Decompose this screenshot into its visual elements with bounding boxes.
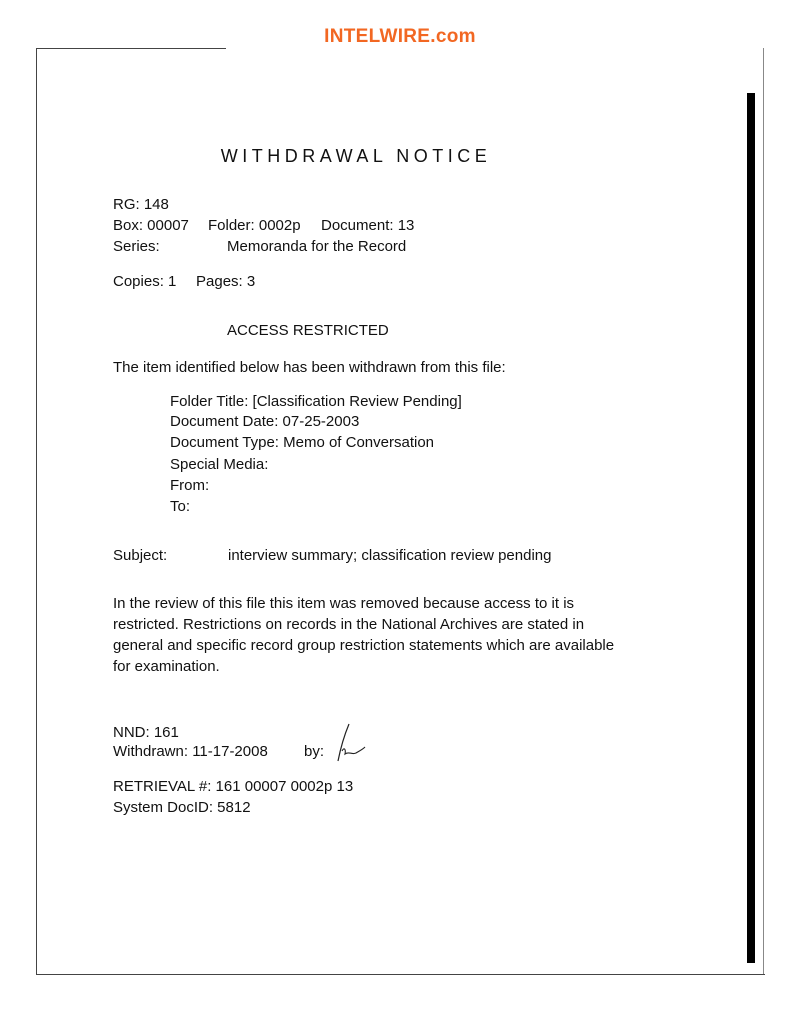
page-border-right	[763, 48, 764, 974]
document-field: Document: 13	[321, 217, 415, 234]
document-date: Document Date: 07-25-2003	[170, 413, 360, 430]
document-type: Document Type: Memo of Conversation	[170, 434, 435, 451]
series-label: Series:	[113, 238, 160, 255]
from-field: From:	[170, 477, 210, 494]
series-value: Memoranda for the Record	[227, 238, 407, 255]
page-border	[36, 48, 765, 975]
special-media: Special Media:	[170, 456, 269, 473]
withdrawn-field: Withdrawn: 11-17-2008	[113, 743, 268, 760]
nnd-field: NND: 161	[113, 724, 179, 741]
system-doc-id: System DocID: 5812	[113, 799, 251, 816]
pages-field: Pages: 3	[196, 273, 256, 290]
page-title: WITHDRAWAL NOTICE	[220, 146, 492, 166]
access-restricted-heading: ACCESS RESTRICTED	[227, 322, 389, 339]
copies-field: Copies: 1	[113, 273, 177, 290]
by-label: by:	[304, 743, 325, 760]
rg-field: RG: 148	[113, 196, 169, 213]
subject-label: Subject:	[113, 547, 168, 564]
scan-edge-bar	[747, 93, 755, 963]
folder-field: Folder: 0002p	[208, 217, 301, 234]
retrieval-number: RETRIEVAL #: 161 00007 0002p 13	[113, 778, 354, 795]
to-field: To:	[170, 498, 191, 515]
box-field: Box: 00007	[113, 217, 189, 234]
subject-value: interview summary; classification review pending	[228, 547, 552, 564]
restriction-paragraph: In the review of this file this item was removed because access to it is restricted. Restrictions on records in the National Archives are stated in general and specific record group restriction statements which are available for examination.	[113, 595, 615, 675]
signature-mark	[332, 721, 372, 765]
intro-text: The item identified below has been withdrawn from this file:	[113, 359, 506, 376]
folder-title: Folder Title: [Classification Review Pending]	[170, 393, 462, 410]
watermark: INTELWIRE.com	[324, 26, 476, 47]
